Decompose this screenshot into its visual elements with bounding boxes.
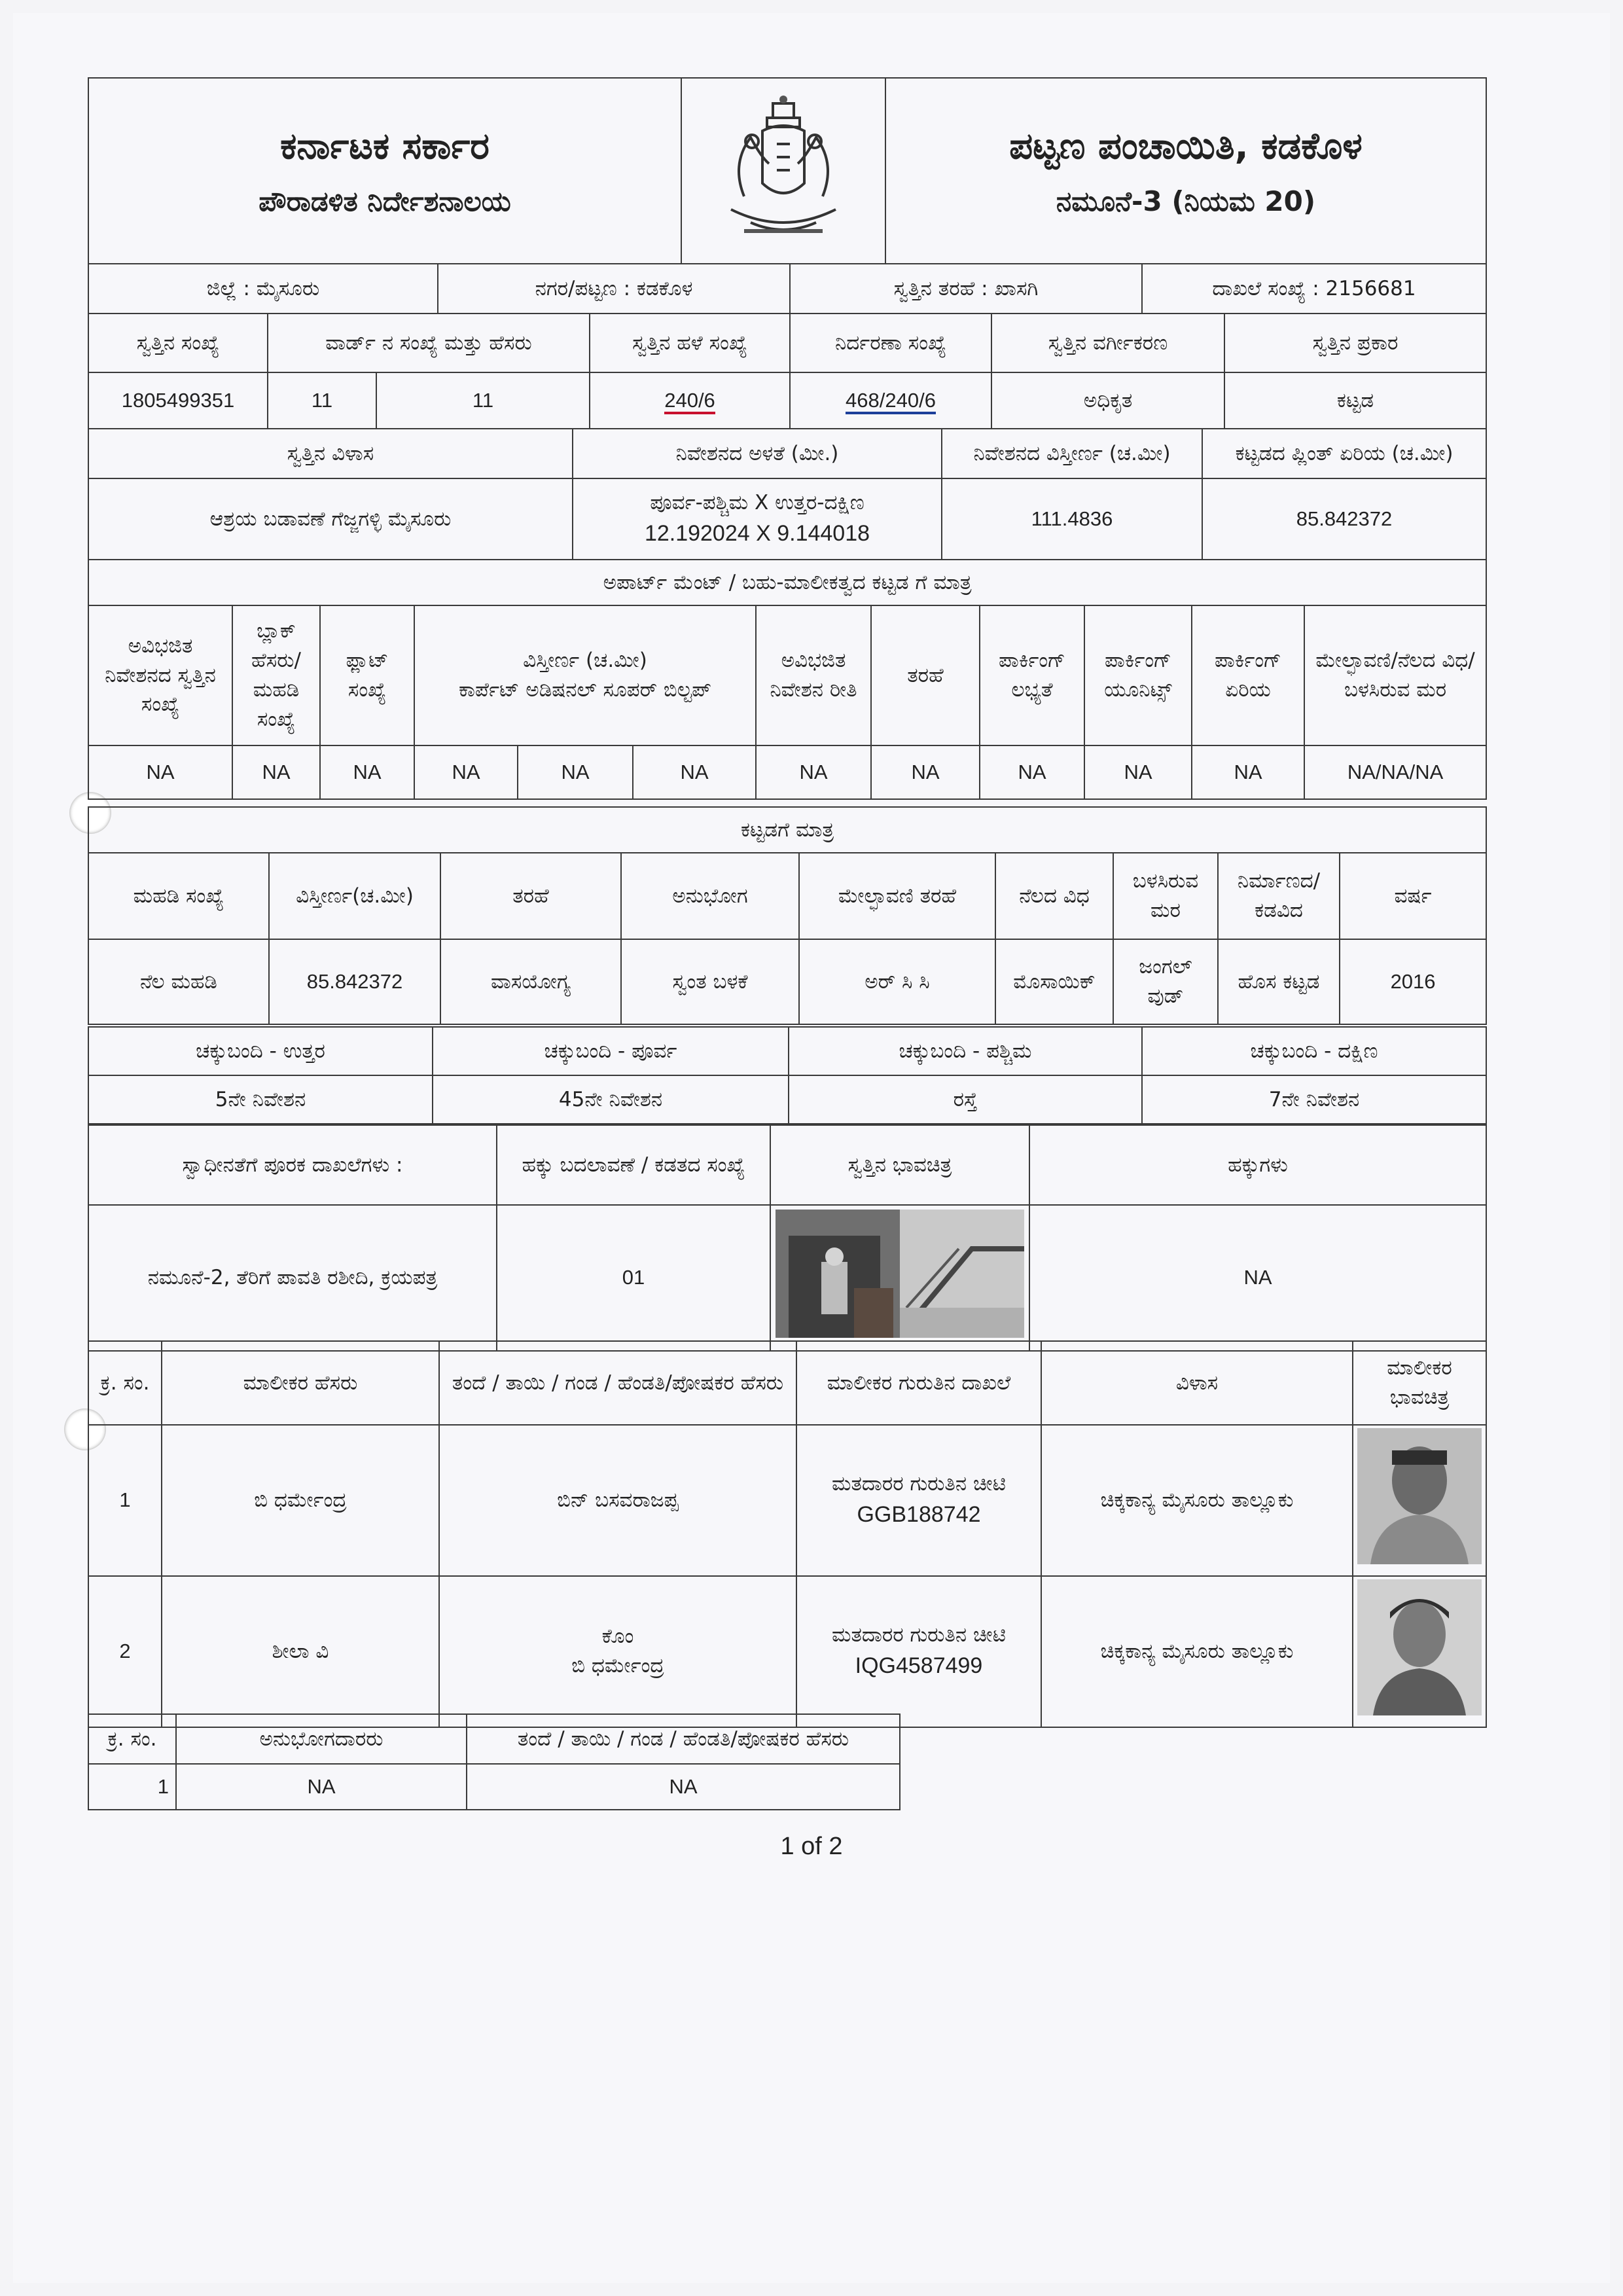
owner-serial: 1: [88, 1425, 162, 1576]
form-number: ನಮೂನೆ-3 (ನಿಯಮ 20): [1056, 185, 1316, 218]
site-dimension-header: ನಿವೇಶನದ ಅಳತೆ (ಮೀ.): [573, 429, 942, 478]
assessment-number: 468/240/6: [790, 372, 991, 429]
occupant-serial: 1: [88, 1764, 176, 1810]
owner-photo: [1357, 1579, 1482, 1715]
building-section-title: ಕಟ್ಟಡಗೆ ಮಾತ್ರ: [88, 807, 1486, 853]
floor-number-header: ಮಹಡಿ ಸಂಖ್ಯೆ: [88, 853, 269, 939]
apartment-value: NA: [518, 745, 633, 799]
occupant-relation-header: ತಂದೆ / ತಾಯಿ / ಗಂಡ / ಹೆಂಡತಿ/ಪೋಷಕರ ಹೆಸರು: [467, 1714, 900, 1764]
supporting-docs-value: ನಮೂನೆ-2, ತೆರಿಗೆ ಪಾವತಿ ರಶೀದಿ, ಕ್ರಯಪತ್ರ: [88, 1205, 497, 1351]
boundary-east-value: 45ನೇ ನಿವೇಶನ: [433, 1075, 789, 1124]
transfer-file-header: ಹಕ್ಕು ಬದಲಾವಣೆ / ಕಡತದ ಸಂಖ್ಯೆ: [497, 1125, 770, 1205]
apartment-value: NA: [1192, 745, 1304, 799]
wood-used-header: ಬಳಸಿರುವ ಮರ: [1113, 853, 1218, 939]
property-kind-value: ಕಟ್ಟಡ: [1224, 372, 1486, 429]
boundary-west-value: ರಸ್ತೆ: [789, 1075, 1142, 1124]
classification-value: ಅಧಿಕೃತ: [991, 372, 1224, 429]
property-photo-cell: [770, 1205, 1029, 1351]
apartment-value: NA: [756, 745, 871, 799]
site-address-header: ಸ್ವತ್ತಿನ ವಿಳಾಸ: [88, 429, 573, 478]
ward-name: 11: [376, 372, 590, 429]
boundary-east-header: ಚಕ್ಕುಬಂದಿ - ಪೂರ್ವ: [433, 1027, 789, 1075]
property-type-field: ಸ್ವತ್ತಿನ ತರಹೆ : ಖಾಸಗಿ: [790, 264, 1142, 314]
old-number-header: ಸ್ವತ್ತಿನ ಹಳೆ ಸಂಖ್ಯೆ: [590, 314, 790, 372]
year-value: 2016: [1340, 939, 1486, 1024]
occupant-name-header: ಅನುಭೋಗದಾರರು: [176, 1714, 467, 1764]
property-photo: [776, 1210, 1024, 1338]
rights-value: NA: [1029, 1205, 1486, 1351]
flat-number-header: ಫ್ಲಾಟ್ ಸಂಖ್ಯೆ: [320, 605, 414, 745]
district-field: ಜಿಲ್ಲೆ : ಮೈಸೂರು: [88, 264, 438, 314]
serial-header: ಕ್ರ. ಸಂ.: [88, 1341, 162, 1425]
table-row: [88, 1576, 1486, 1727]
owner-photo-cell: [1353, 1576, 1486, 1727]
floor-type-value: ಮೊಸಾಯಿಕ್: [995, 939, 1113, 1024]
apartment-value: NA/NA/NA: [1304, 745, 1486, 799]
occupant-relation: NA: [467, 1764, 900, 1810]
owner-name-header: ಮಾಲೀಕರ ಹೆಸರು: [162, 1341, 439, 1425]
undivided-site-number-header: ಅವಿಭಜಿತ ನಿವೇಶನದ ಸ್ವತ್ತಿನ ಸಂಖ್ಯೆ: [88, 605, 232, 745]
boundary-south-header: ಚಕ್ಕುಬಂದಿ - ದಕ್ಷಿಣ: [1142, 1027, 1486, 1075]
owner-name: ಬಿ ಧರ್ಮೇಂದ್ರ: [162, 1425, 439, 1576]
apartment-value: NA: [871, 745, 980, 799]
info-table: [88, 263, 1487, 314]
apartment-value: NA: [414, 745, 518, 799]
owner-id: ಮತದಾರರ ಗುರುತಿನ ಚೀಟಿ IQG4587499: [796, 1576, 1041, 1727]
type-header: ತರಹೆ: [871, 605, 980, 745]
parking-units-header: ಪಾರ್ಕಿಂಗ್ ಯೂನಿಟ್ಸ್: [1084, 605, 1192, 745]
plinth-area-header: ಕಟ್ಟಡದ ಪ್ಲಿಂತ್ ಏರಿಯ (ಚ.ಮೀ): [1202, 429, 1486, 478]
building-table: [88, 806, 1487, 1025]
transfer-file-value: 01: [497, 1205, 770, 1351]
usage-header: ಅನುಭೋಗ: [621, 853, 799, 939]
panchayat-title: ಪಟ್ಟಣ ಪಂಚಾಯಿತಿ, ಕಡಕೊಳ: [1009, 124, 1363, 168]
owner-serial: 2: [88, 1576, 162, 1727]
page-number: 1 of 2: [780, 1833, 843, 1860]
assessment-number-header: ನಿರ್ದರಣಾ ಸಂಖ್ಯೆ: [790, 314, 991, 372]
roof-type-header: ಮೇಲ್ಛಾವಣಿ ತರಹೆ: [799, 853, 995, 939]
property-table: [88, 313, 1487, 429]
owner-relation: ಕೊಂ ಬಿ ಧರ್ಮೇಂದ್ರ: [439, 1576, 796, 1727]
property-number: 1805499351: [88, 372, 268, 429]
government-title-cell: [88, 78, 681, 264]
apartment-table: [88, 559, 1487, 800]
construction-value: ಹೊಸ ಕಟ್ಟಡ: [1218, 939, 1340, 1024]
construction-header: ನಿರ್ಮಾಣದ/ ಕಡವಿದ: [1218, 853, 1340, 939]
relation-header: ತಂದೆ / ತಾಯಿ / ಗಂಡ / ಹೆಂಡತಿ/ಪೋಷಕರ ಹೆಸರು: [439, 1341, 796, 1425]
documents-table: [88, 1124, 1487, 1352]
site-area: 111.4836: [942, 478, 1202, 560]
year-header: ವರ್ಷ: [1340, 853, 1486, 939]
floor-area-header: ವಿಸ್ತೀರ್ಣ(ಚ.ಮೀ): [269, 853, 440, 939]
apartment-value: NA: [320, 745, 414, 799]
panchayat-title-cell: [885, 78, 1486, 264]
usage-value: ಸ್ವಂತ ಬಳಕೆ: [621, 939, 799, 1024]
occupant-name: NA: [176, 1764, 467, 1810]
boundaries-table: [88, 1026, 1487, 1124]
property-photo-header: ಸ್ವತ್ತಿನ ಭಾವಚಿತ್ರ: [770, 1125, 1029, 1205]
property-kind-header: ಸ್ವತ್ತಿನ ಪ್ರಕಾರ: [1224, 314, 1486, 372]
owner-id-header: ಮಾಲೀಕರ ಗುರುತಿನ ದಾಖಲೆ: [796, 1341, 1041, 1425]
parking-area-header: ಪಾರ್ಕಿಂಗ್ ಏರಿಯ: [1192, 605, 1304, 745]
directorate-title: ಪೌರಾಡಳಿತ ನಿರ್ದೇಶನಾಲಯ: [259, 185, 511, 218]
apartment-value: NA: [88, 745, 232, 799]
floor-type-header: ನೆಲದ ವಿಧ: [995, 853, 1113, 939]
boundary-south-value: 7ನೇ ನಿವೇಶನ: [1142, 1075, 1486, 1124]
apartment-value: NA: [633, 745, 756, 799]
owner-photo: [1357, 1428, 1482, 1564]
ward-header: ವಾರ್ಡ್ ನ ಸಂಖ್ಯೆ ಮತ್ತು ಹೆಸರು: [268, 314, 590, 372]
floor-number-value: ನೆಲ ಮಹಡಿ: [88, 939, 269, 1024]
occupant-serial-header: ಕ್ರ. ಸಂ.: [88, 1714, 176, 1764]
government-title: ಕರ್ನಾಟಕ ಸರ್ಕಾರ: [280, 124, 490, 168]
site-area-header: ನಿವೇಶನದ ವಿಸ್ತೀರ್ಣ (ಚ.ಮೀ): [942, 429, 1202, 478]
site-table: [88, 428, 1487, 560]
building-type-header: ತರಹೆ: [440, 853, 621, 939]
parking-availability-header: ಪಾರ್ಕಿಂಗ್ ಲಭ್ಯತೆ: [980, 605, 1084, 745]
town-field: ನಗರ/ಪಟ್ಟಣ : ಕಡಕೊಳ: [438, 264, 790, 314]
supporting-docs-header: ಸ್ವಾಧೀನತೆಗೆ ಪೂರಕ ದಾಖಲೆಗಳು :: [88, 1125, 497, 1205]
boundary-north-value: 5ನೇ ನಿವೇಶನ: [88, 1075, 433, 1124]
owner-name: ಶೀಲಾ ವಿ: [162, 1576, 439, 1727]
roof-type-value: ಅರ್ ಸಿ ಸಿ: [799, 939, 995, 1024]
owner-photo-cell: [1353, 1425, 1486, 1576]
owner-relation: ಬಿನ್ ಬಸವರಾಜಪ್ಪ: [439, 1425, 796, 1576]
owner-address-header: ವಿಳಾಸ: [1041, 1341, 1353, 1425]
record-number-field: ದಾಖಲೆ ಸಂಖ್ಯೆ : 2156681: [1142, 264, 1486, 314]
header-table: [88, 77, 1487, 264]
boundary-north-header: ಚಕ್ಕುಬಂದಿ - ಉತ್ತರ: [88, 1027, 433, 1075]
floor-area-value: 85.842372: [269, 939, 440, 1024]
apartment-value: NA: [232, 745, 320, 799]
area-header: ವಿಸ್ತೀರ್ಣ (ಚ.ಮೀ) ಕಾರ್ಪೆಟ್ ಅಡಿಷನಲ್ ಸೂಪರ್ ಬಿಲ್ಟಪ್: [414, 605, 756, 745]
emblem-cell: [681, 78, 885, 264]
roof-floor-wood-header: ಮೇಲ್ಛಾವಣಿ/ನೆಲದ ವಿಧ/ಬಳಸಿರುವ ಮರ: [1304, 605, 1486, 745]
apartment-section-title: ಅಪಾರ್ಟ್ ಮೆಂಟ್ / ಬಹು-ಮಾಲೀಕತ್ವದ ಕಟ್ಟಡ ಗೆ ಮಾತ್ರ: [88, 560, 1486, 605]
owner-address: ಚಿಕ್ಕಕಾನ್ಯ ಮೈಸೂರು ತಾಲ್ಲೂಕು: [1041, 1576, 1353, 1727]
site-address: ಆಶ್ರಯ ಬಡಾವಣೆ ಗೆಜ್ಜಗಳ್ಳಿ ಮೈಸೂರು: [88, 478, 573, 560]
undivided-method-header: ಅವಿಭಜಿತ ನಿವೇಶನ ರೀತಿ: [756, 605, 871, 745]
owner-id: ಮತದಾರರ ಗುರುತಿನ ಚೀಟಿ GGB188742: [796, 1425, 1041, 1576]
area-subheader: ಕಾರ್ಪೆಟ್ ಅಡಿಷನಲ್ ಸೂಪರ್ ಬಿಲ್ಟಪ್: [459, 678, 711, 702]
owners-table: [88, 1340, 1487, 1728]
property-number-header: ಸ್ವತ್ತಿನ ಸಂಖ್ಯೆ: [88, 314, 268, 372]
rights-header: ಹಕ್ಕುಗಳು: [1029, 1125, 1486, 1205]
table-row: [88, 1764, 900, 1810]
dimension-directions: ಪೂರ್ವ-ಪಶ್ಚಿಮ X ಉತ್ತರ-ದಕ್ಷಿಣ: [650, 490, 865, 514]
wood-used-value: ಜಂಗಲ್ ವುಡ್: [1113, 939, 1218, 1024]
old-property-number: 240/6: [590, 372, 790, 429]
dimension-values: 12.192024 X 9.144018: [644, 520, 870, 546]
apartment-value: NA: [980, 745, 1084, 799]
boundary-west-header: ಚಕ್ಕುಬಂದಿ - ಪಶ್ಚಿಮ: [789, 1027, 1142, 1075]
apartment-value: NA: [1084, 745, 1192, 799]
classification-header: ಸ್ವತ್ತಿನ ವರ್ಗೀಕರಣ: [991, 314, 1224, 372]
owner-address: ಚಿಕ್ಕಕಾನ್ಯ ಮೈಸೂರು ತಾಲ್ಲೂಕು: [1041, 1425, 1353, 1576]
ward-number: 11: [268, 372, 376, 429]
table-row: [88, 1425, 1486, 1576]
plinth-area: 85.842372: [1202, 478, 1486, 560]
site-dimensions: [573, 478, 942, 560]
occupants-table: [88, 1713, 901, 1810]
building-type-value: ವಾಸಯೋಗ್ಯ: [440, 939, 621, 1024]
state-emblem-icon: [705, 92, 862, 242]
block-floor-header: ಬ್ಲಾಕ್ ಹೆಸರು/ ಮಹಡಿ ಸಂಖ್ಯೆ: [232, 605, 320, 745]
owner-photo-header: ಮಾಲೀಕರ ಭಾವಚಿತ್ರ: [1353, 1341, 1486, 1425]
